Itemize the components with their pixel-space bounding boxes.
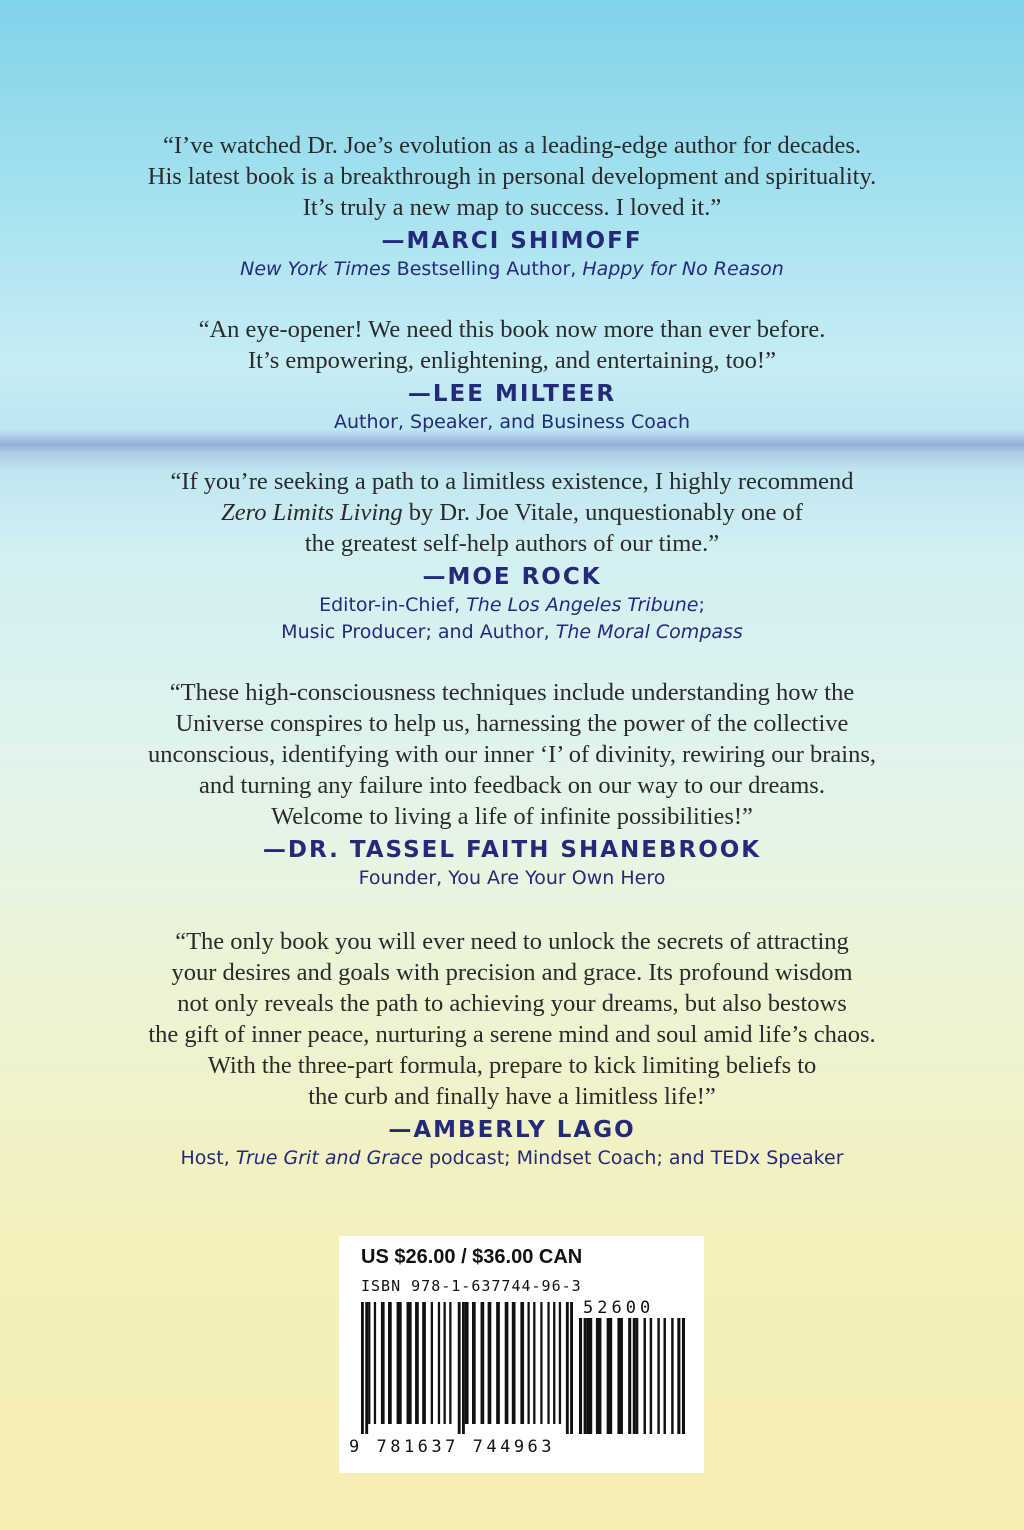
ean-barcode-bars — [361, 1302, 573, 1434]
barcode-bar — [388, 1302, 392, 1424]
endorser-name: —DR. TASSEL FAITH SHANEBROOK — [262, 837, 762, 863]
endorsement-lee-milteer — [0, 314, 1024, 436]
endorser-name: —LEE MILTEER — [407, 381, 617, 407]
endorser-name: —MOE ROCK — [422, 564, 602, 590]
quote-line: not only reveals the path to achieving your dreams, but also bestows — [177, 990, 847, 1017]
endorser-name: —MARCI SHIMOFF — [381, 228, 643, 254]
barcode-bar — [465, 1302, 469, 1424]
barcode-bar — [617, 1318, 623, 1434]
barcode-bar — [472, 1302, 476, 1424]
role-text: Bestselling Author, — [390, 258, 583, 280]
role-text: Music Producer; and Author, — [281, 621, 556, 643]
quote-line: the gift of inner peace, nurturing a serene mind and soul amid life’s chaos. — [148, 1021, 876, 1048]
endorser-name: —AMBERLY LAGO — [388, 1117, 636, 1143]
barcode-bar — [570, 1302, 573, 1434]
endorser-role — [0, 409, 1024, 436]
barcode-bar — [361, 1302, 364, 1434]
quote-line — [0, 497, 1024, 528]
role-italic: The Los Angeles Tribune — [466, 594, 699, 616]
quote-line: your desires and goals with precision and grace. Its profound wisdom — [171, 959, 853, 986]
barcode-bar — [527, 1302, 529, 1424]
barcode-bar — [533, 1302, 535, 1424]
barcode-bar — [579, 1318, 582, 1434]
role-text: Founder, You Are Your Own Hero — [358, 867, 666, 889]
barcode-bar — [449, 1302, 451, 1424]
quote-line: His latest book is a breakthrough in personal development and spirituality. — [147, 163, 877, 190]
barcode-bar — [663, 1318, 665, 1434]
endorsement-quote — [0, 130, 1024, 223]
role-text: podcast; Mindset Coach; and TEDx Speaker — [422, 1147, 844, 1169]
barcode-bar — [462, 1302, 465, 1434]
barcode-bar — [374, 1302, 376, 1424]
endorsement-quote — [0, 926, 1024, 1112]
barcode-bar — [540, 1302, 542, 1424]
quote-line: the greatest self-help authors of our time.” — [304, 530, 720, 557]
quote-text-part: by Dr. Joe Vitale, unquestionably one of — [402, 499, 803, 526]
isbn-text: ISBN 978-1-637744-96-3 — [361, 1277, 582, 1295]
quote-line: “I’ve watched Dr. Joe’s evolution as a leading-edge author for decades. — [163, 132, 861, 159]
barcode-bar — [682, 1318, 685, 1434]
barcode-bar — [657, 1318, 659, 1434]
barcode-bar — [553, 1302, 555, 1424]
barcode-bar — [368, 1302, 370, 1424]
book-title: Zero Limits Living — [221, 499, 403, 526]
barcode-bar — [438, 1302, 440, 1424]
endorsement-tassel-faith-shanebrook — [0, 677, 1024, 892]
endorser-role — [0, 1145, 1024, 1172]
quote-line: It’s truly a new map to success. I loved it.” — [302, 194, 722, 221]
role-italic: Happy for No Reason — [582, 258, 784, 280]
role-text: ; — [698, 594, 705, 616]
endorsement-quote — [0, 466, 1024, 559]
quote-line: “These high-consciousness techniques include understanding how the — [169, 679, 855, 706]
role-italic: True Grit and Grace — [235, 1147, 423, 1169]
barcode-bar — [584, 1318, 587, 1434]
barcode-bar — [633, 1318, 636, 1434]
quote-line: With the three-part formula, prepare to kick limiting beliefs to — [207, 1052, 817, 1079]
barcode-bar — [431, 1302, 433, 1424]
barcode-bar — [422, 1302, 426, 1424]
endorsement-moe-rock — [0, 466, 1024, 646]
endorser-role — [0, 256, 1024, 283]
barcode-bar — [677, 1318, 680, 1434]
endorsement-marci-shimoff — [0, 130, 1024, 283]
role-text: Host, — [180, 1147, 236, 1169]
barcode-bar — [566, 1302, 569, 1434]
addon-barcode-bars — [579, 1318, 685, 1434]
quote-line: “If you’re seeking a path to a limitless existence, I highly recommend — [170, 468, 854, 495]
barcode-bar — [496, 1302, 500, 1424]
barcode-bar — [547, 1302, 549, 1424]
barcode-bar — [512, 1302, 516, 1424]
role-italic: The Moral Compass — [555, 621, 743, 643]
barcode-bar — [587, 1318, 593, 1434]
barcode-bar — [559, 1302, 561, 1424]
barcode-bar — [520, 1302, 524, 1424]
barcode-bar — [671, 1318, 673, 1434]
barcode-bar — [488, 1302, 492, 1424]
barcode-bar — [596, 1318, 602, 1434]
price-text: US $26.00 / $36.00 CAN — [361, 1246, 583, 1268]
barcode-bar — [650, 1318, 652, 1434]
ean-digits: 9 781637 744963 — [349, 1437, 556, 1457]
quote-line: Welcome to living a life of infinite possibilities!” — [271, 803, 753, 830]
role-text: Editor-in-Chief, — [319, 594, 467, 616]
quote-line: unconscious, identifying with our inner ‘I’ of divinity, rewiring our brains, — [147, 741, 877, 768]
barcode-bar — [458, 1302, 461, 1434]
barcode-bar — [407, 1302, 412, 1424]
role-italic: New York Times — [240, 258, 391, 280]
endorsement-amberly-lago — [0, 926, 1024, 1172]
addon-digits: 52600 — [583, 1298, 655, 1318]
quote-line: Universe conspires to help us, harnessing the power of the collective — [175, 710, 849, 737]
barcode-label — [339, 1236, 704, 1473]
barcode-bar — [415, 1302, 419, 1424]
endorser-role — [0, 865, 1024, 892]
endorsement-quote — [0, 314, 1024, 376]
barcode-bar — [381, 1302, 385, 1424]
quote-line: It’s empowering, enlightening, and entertaining, too!” — [248, 347, 776, 374]
endorser-role — [0, 592, 1024, 646]
barcode-bar — [505, 1302, 509, 1424]
barcode-bar — [444, 1302, 446, 1424]
quote-line: the curb and finally have a limitless life!” — [308, 1083, 716, 1110]
role-text: Author, Speaker, and Business Coach — [333, 411, 691, 433]
barcode-bar — [636, 1318, 638, 1434]
barcode-bar — [644, 1318, 646, 1434]
quote-line: “The only book you will ever need to unlock the secrets of attracting — [175, 928, 849, 955]
quote-line: “An eye-opener! We need this book now more than ever before. — [198, 316, 826, 343]
quote-line: and turning any failure into feedback on our way to our dreams. — [199, 772, 825, 799]
barcode-bar — [607, 1318, 613, 1434]
barcode-bar — [397, 1302, 402, 1424]
endorsement-quote — [0, 677, 1024, 832]
barcode-bar — [481, 1302, 485, 1424]
barcode-bar — [365, 1302, 368, 1434]
barcode-bar — [628, 1318, 631, 1434]
